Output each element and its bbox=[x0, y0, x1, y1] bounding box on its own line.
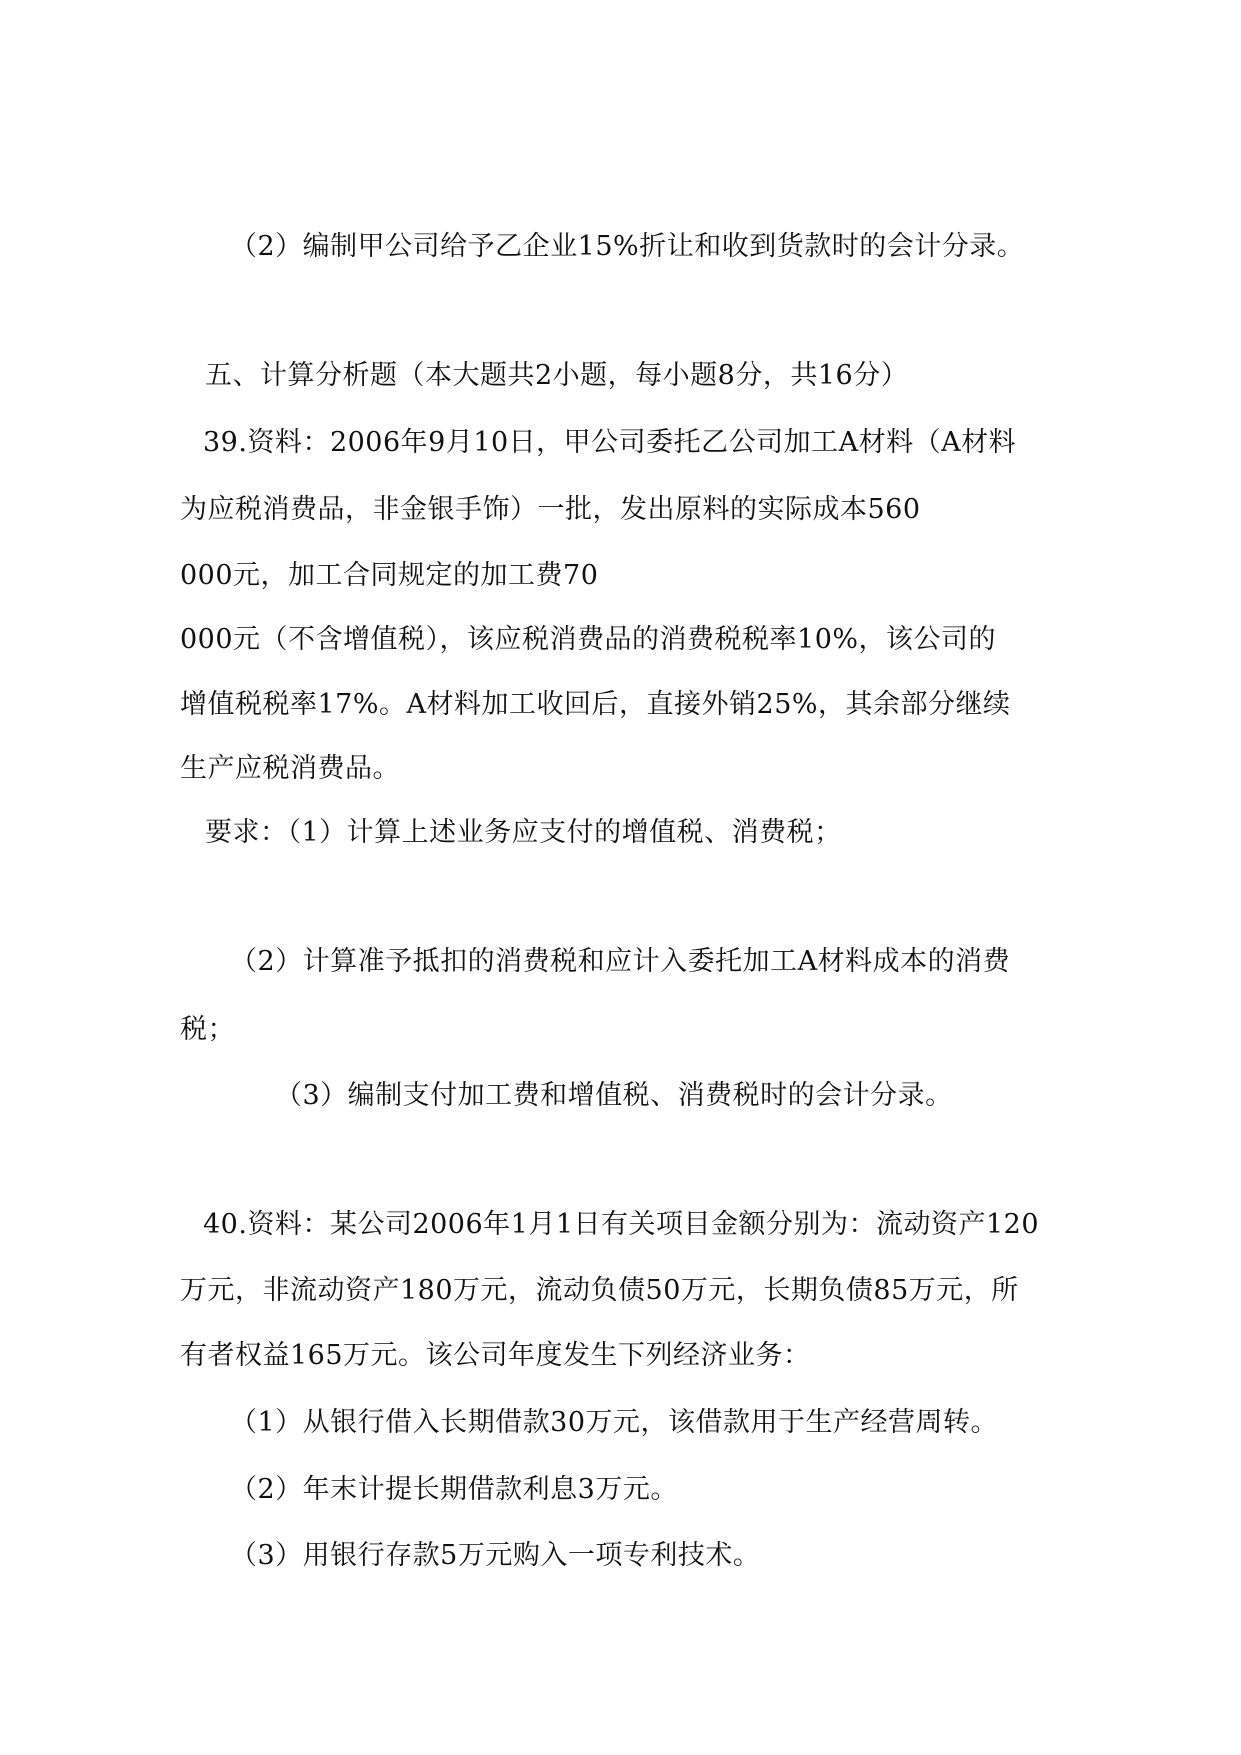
text-line: 为应税消费品，非金银手饰）一批，发出原料的实际成本560 bbox=[180, 494, 921, 525]
text-line: 生产应税消费品。 bbox=[180, 753, 400, 784]
text-line: 000元，加工合同规定的加工费70 bbox=[180, 560, 599, 591]
text-line: 万元，非流动资产180万元，流动负债50万元，长期负债85万元，所 bbox=[180, 1275, 1019, 1306]
text-line: （3）用银行存款5万元购入一项专利技术。 bbox=[230, 1540, 761, 1571]
text-line: （2）年末计提长期借款利息3万元。 bbox=[230, 1474, 678, 1505]
text-line: 增值税税率17%。A材料加工收回后，直接外销25%，其余部分继续 bbox=[180, 689, 1011, 720]
text-line: 有者权益165万元。该公司年度发生下列经济业务： bbox=[180, 1340, 811, 1371]
text-line: 40.资料：某公司2006年1月1日有关项目金额分别为：流动资产120 bbox=[203, 1209, 1040, 1240]
text-line: 000元（不含增值税），该应税消费品的消费税税率10%，该公司的 bbox=[180, 624, 997, 655]
text-line: 要求：（1）计算上述业务应支付的增值税、消费税； bbox=[205, 817, 842, 848]
text-line: （3）编制支付加工费和增值税、消费税时的会计分录。 bbox=[275, 1080, 953, 1111]
section-heading: 五、计算分析题（本大题共2小题，每小题8分，共16分） bbox=[205, 360, 909, 391]
text-line: （2）计算准予抵扣的消费税和应计入委托加工A材料成本的消费 bbox=[230, 946, 1011, 977]
text-line: 39.资料：2006年9月10日，甲公司委托乙公司加工A材料（A材料 bbox=[203, 427, 1017, 458]
text-line: （2）编制甲公司给予乙企业15%折让和收到货款时的会计分录。 bbox=[230, 231, 1025, 262]
text-line: （1）从银行借入长期借款30万元，该借款用于生产经营周转。 bbox=[230, 1407, 999, 1438]
text-line: 税； bbox=[180, 1014, 235, 1045]
